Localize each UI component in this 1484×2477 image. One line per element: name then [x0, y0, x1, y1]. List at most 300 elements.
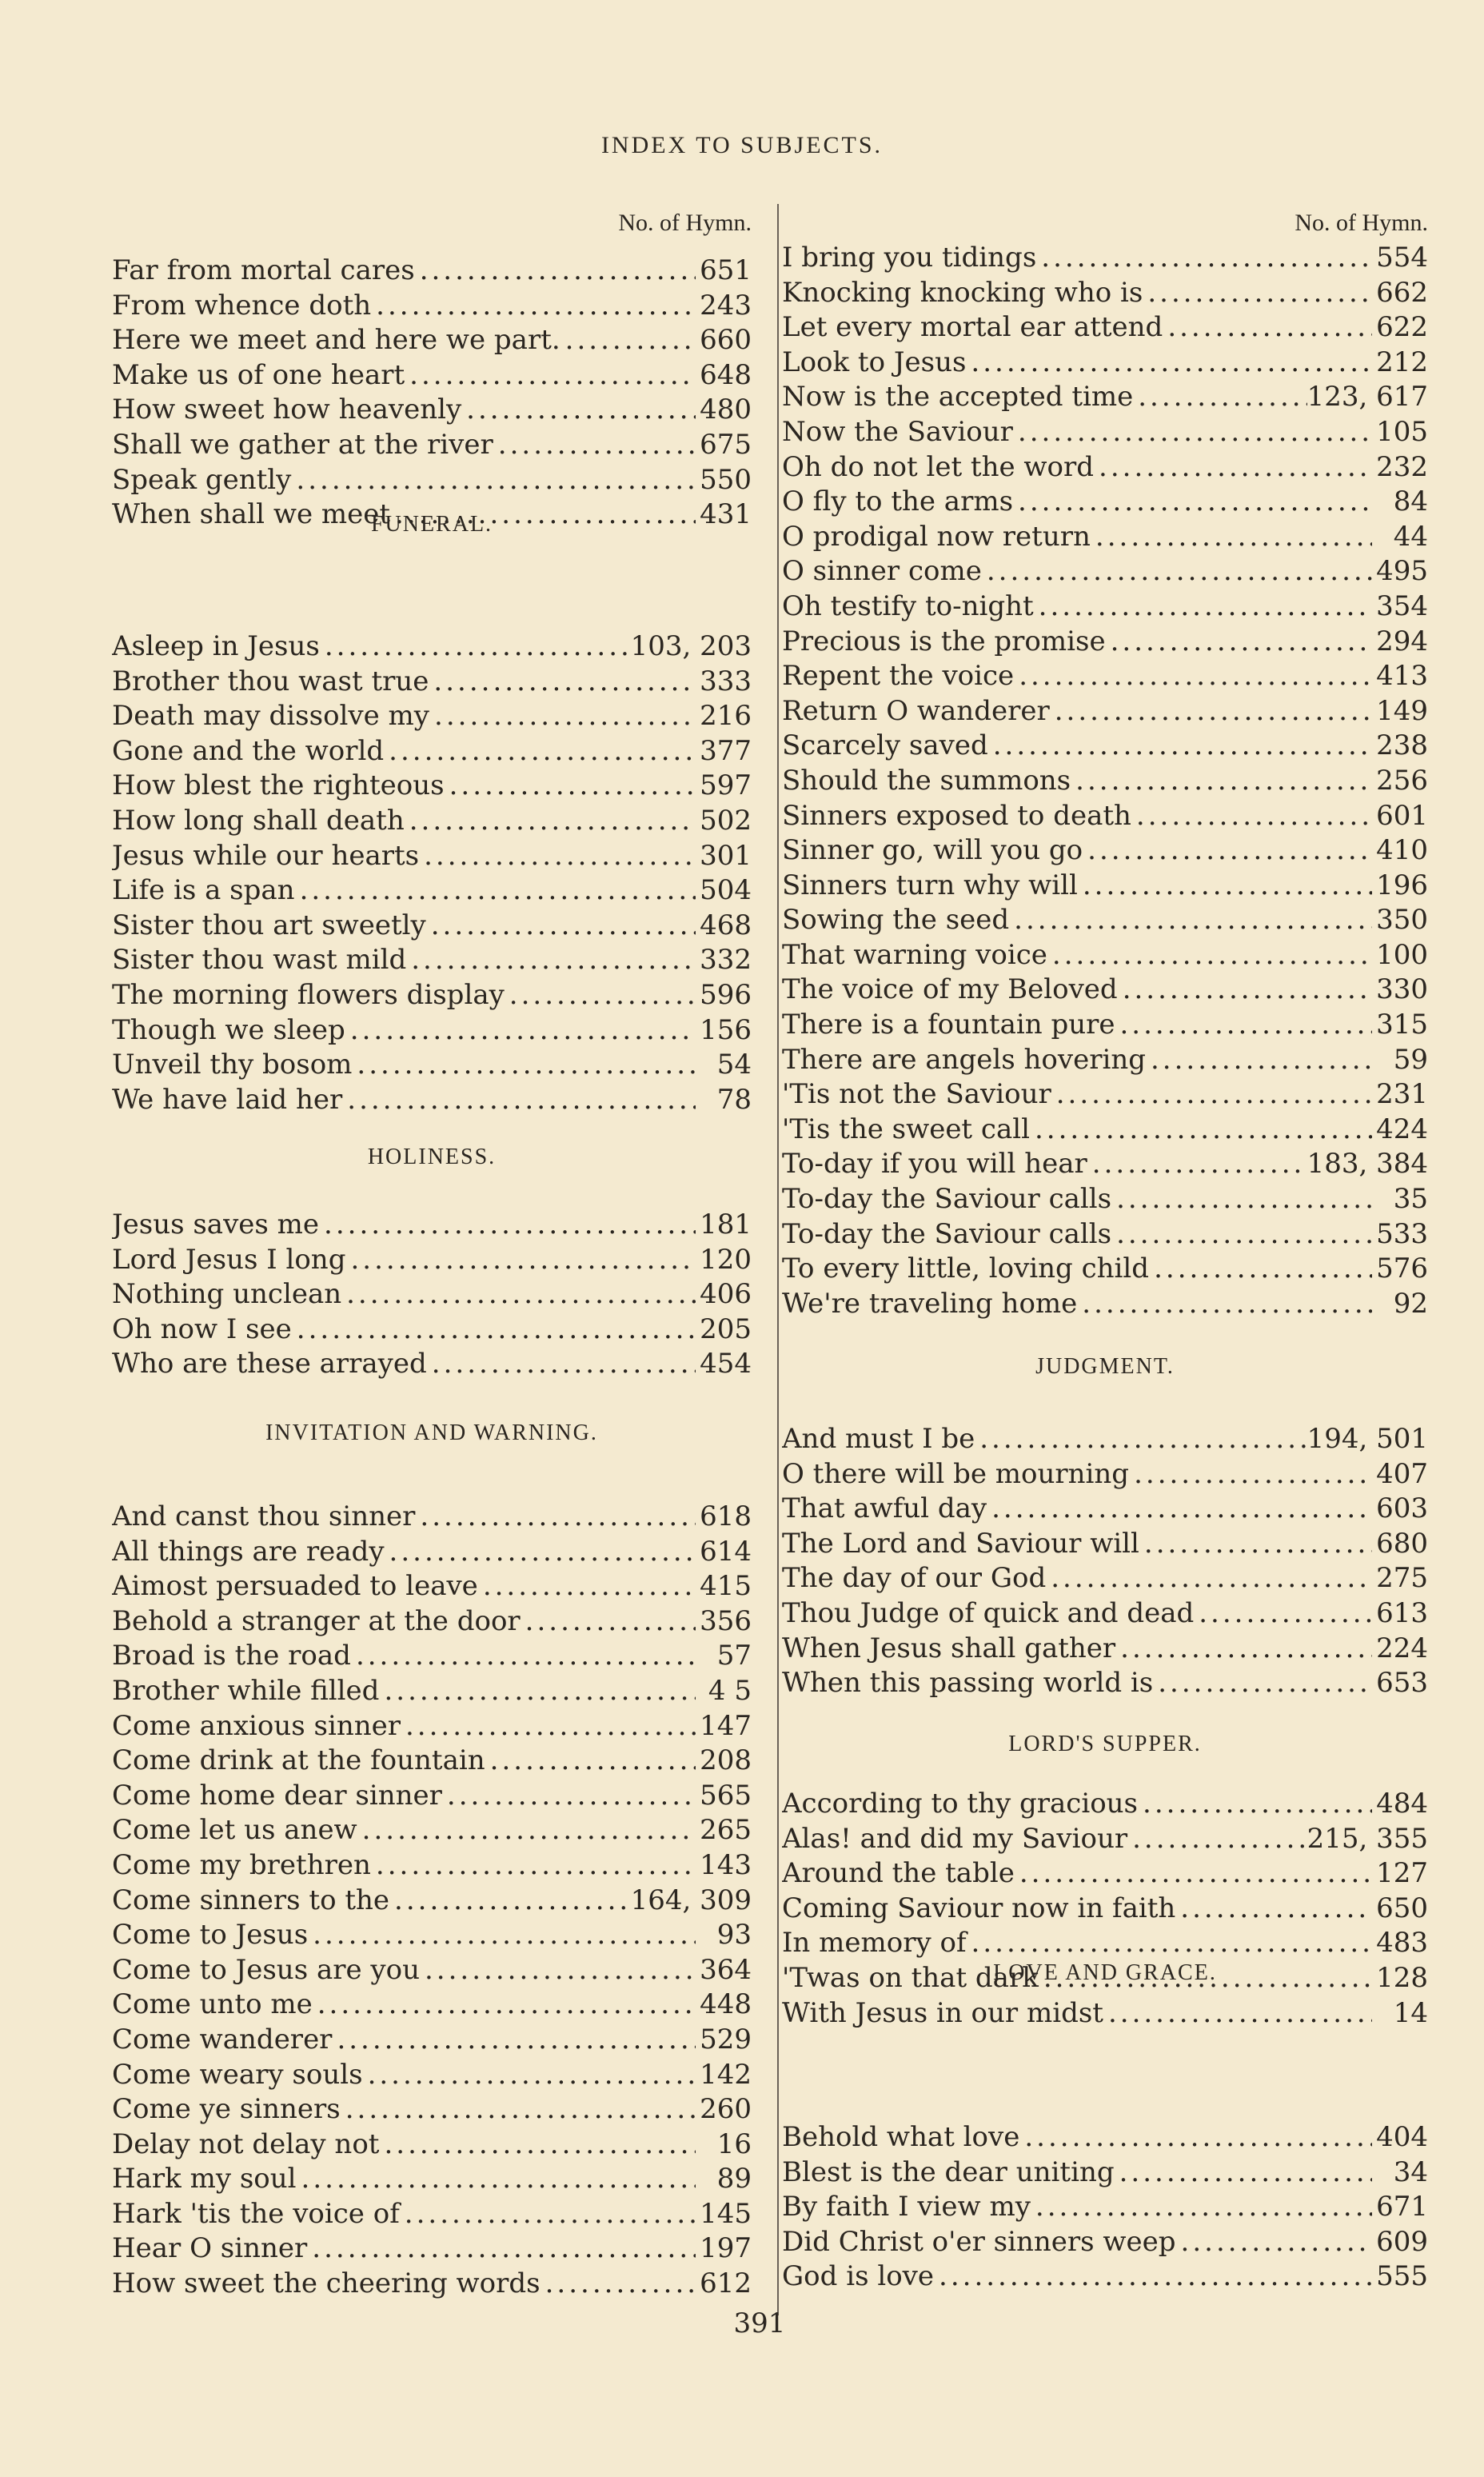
entry-title: I bring you tidings	[782, 242, 1037, 274]
section-heading: HOLINESS.	[367, 1145, 497, 1169]
index-entry	[112, 428, 752, 463]
entry-title: O prodigal now return	[782, 520, 1091, 553]
index-entry	[112, 463, 752, 498]
entry-title: We have laid her	[112, 1083, 343, 1116]
dot-leader	[429, 699, 696, 734]
dot-leader	[485, 1744, 696, 1779]
entry-title: Repent the voice	[782, 660, 1015, 693]
entry-title: How sweet how heavenly	[112, 394, 462, 426]
hymn-number: 224	[1376, 1632, 1428, 1664]
hymn-number: 495	[1376, 555, 1428, 588]
entry-title: Knocking knocking who is	[782, 276, 1143, 309]
hymn-number: 205	[700, 1312, 752, 1345]
index-entry	[782, 2155, 1428, 2191]
hymn-number: 128	[1376, 1961, 1428, 1994]
index-entry	[112, 734, 752, 769]
dot-leader	[371, 289, 696, 324]
dot-leader	[1133, 380, 1306, 415]
entry-title: Behold a stranger at the door	[112, 1604, 521, 1637]
index-entry	[782, 1632, 1428, 1667]
entry-title: Death may dissolve my	[112, 700, 430, 733]
section-heading: INVITATION AND WARNING.	[265, 1420, 598, 1445]
entry-title: Did Christ o'er sinners weep	[782, 2225, 1176, 2258]
index-entry	[112, 1013, 752, 1049]
entry-title: Scarcely saved	[782, 729, 988, 762]
hymn-number: 57	[716, 1640, 752, 1672]
index-entry	[112, 358, 752, 394]
index-entry	[112, 839, 752, 874]
entry-title: There are angels hovering	[782, 1043, 1146, 1076]
index-entry	[782, 1182, 1428, 1217]
entry-title: Shall we gather at the river	[112, 428, 493, 461]
entry-title: Nothing unclean	[112, 1278, 342, 1311]
index-entry	[112, 1639, 752, 1674]
index-entry	[112, 804, 752, 839]
dot-leader	[1176, 2225, 1372, 2260]
index-entry	[782, 1422, 1428, 1457]
index-entry	[782, 1287, 1428, 1322]
dot-leader	[493, 428, 696, 463]
entry-title: Hear O sinner	[112, 2232, 308, 2265]
index-entry	[112, 1208, 752, 1243]
index-entry	[112, 2092, 752, 2127]
hymn-number: 424	[1376, 1113, 1428, 1145]
entry-title: The Lord and Saviour will	[782, 1527, 1139, 1560]
index-entry	[782, 2225, 1428, 2260]
dot-leader	[415, 254, 696, 289]
dot-leader	[1078, 869, 1372, 904]
index-entry	[112, 2231, 752, 2267]
index-entry	[782, 1147, 1428, 1182]
index-entry	[782, 554, 1428, 589]
index-entry	[112, 289, 752, 324]
hymn-number: 480	[700, 394, 752, 426]
dot-leader	[420, 1953, 696, 1988]
index-entry	[112, 1918, 752, 1953]
hymn-number: 601	[1376, 799, 1428, 832]
entry-title: Come home dear sinner	[112, 1779, 442, 1812]
hymn-number: 59	[1393, 1043, 1428, 1076]
dot-leader	[1087, 1147, 1307, 1182]
index-entry	[782, 1822, 1428, 1857]
entry-title: When shall we meet	[112, 498, 391, 531]
hymn-number: 431	[700, 498, 752, 531]
entry-list	[782, 241, 1428, 1321]
dot-leader	[332, 2023, 696, 2058]
hymn-number: 356	[700, 1604, 752, 1637]
hymn-number: 413	[1376, 660, 1428, 693]
index-entry	[782, 764, 1428, 799]
dot-leader	[1118, 973, 1372, 1008]
entry-title: God is love	[782, 2260, 935, 2293]
dot-leader	[379, 2127, 696, 2163]
hymn-number: 603	[1376, 1492, 1428, 1525]
entry-list	[112, 254, 752, 533]
hymn-number: 404	[1376, 2121, 1428, 2153]
dot-leader	[1175, 1892, 1372, 1927]
hymn-number: 612	[700, 2267, 752, 2300]
dot-leader	[320, 629, 631, 665]
dot-leader	[445, 769, 696, 804]
column-header-left: No. of Hymn.	[618, 210, 752, 236]
hymn-number: 529	[700, 2023, 752, 2056]
index-entry	[112, 1083, 752, 1118]
entry-title: O there will be mourning	[782, 1457, 1130, 1490]
entry-title: When Jesus shall gather	[782, 1632, 1116, 1664]
dot-leader	[384, 734, 696, 769]
hymn-number: 142	[700, 2058, 752, 2091]
index-entry	[112, 1048, 752, 1083]
entry-title: In memory of	[782, 1927, 967, 1960]
entry-title: The day of our God	[782, 1562, 1047, 1595]
dot-leader	[541, 2267, 696, 2302]
entry-title: We're traveling home	[782, 1287, 1078, 1320]
entry-title: To-day the Saviour calls	[782, 1183, 1112, 1216]
index-entry	[112, 873, 752, 909]
dot-leader	[560, 323, 696, 358]
hymn-number: 215, 355	[1306, 1822, 1428, 1855]
dot-leader	[1031, 2190, 1372, 2225]
hymn-number: 502	[700, 804, 752, 837]
index-entry	[782, 276, 1428, 311]
entry-title: How long shall death	[112, 804, 405, 837]
dot-leader	[319, 1208, 696, 1243]
hymn-number: 648	[700, 358, 752, 391]
entry-title: Return O wanderer	[782, 694, 1050, 727]
dot-leader	[308, 1918, 696, 1953]
hymn-number: 315	[1376, 1009, 1428, 1041]
dot-leader	[371, 1848, 696, 1884]
dot-leader	[379, 1674, 696, 1709]
hymn-number: 123, 617	[1306, 381, 1428, 413]
hymn-number: 377	[700, 734, 752, 767]
dot-leader	[295, 873, 696, 909]
index-entry	[112, 1500, 752, 1535]
hymn-number: 145	[700, 2197, 752, 2230]
hymn-number: 143	[700, 1848, 752, 1881]
hymn-number: 596	[700, 978, 752, 1011]
entry-title: How blest the righteous	[112, 769, 445, 802]
hymn-number: 597	[700, 769, 752, 802]
hymn-number: 613	[1376, 1596, 1428, 1629]
index-entry	[782, 2259, 1428, 2295]
index-entry	[112, 629, 752, 665]
dot-leader	[975, 1422, 1306, 1457]
hymn-number: 147	[700, 1709, 752, 1742]
dot-leader	[341, 2092, 696, 2127]
entry-title: Asleep in Jesus	[112, 630, 320, 662]
hymn-number: 149	[1376, 694, 1428, 727]
index-entry	[782, 1787, 1428, 1822]
hymn-number: 16	[716, 2127, 752, 2160]
dot-leader	[934, 2259, 1372, 2295]
entry-title: That warning voice	[782, 938, 1047, 971]
entry-title: Aimost persuaded to leave	[112, 1570, 478, 1603]
hymn-number: 614	[700, 1535, 752, 1568]
hymn-number: 100	[1376, 938, 1428, 971]
dot-leader	[1051, 1077, 1372, 1113]
hymn-number: 92	[1393, 1287, 1428, 1320]
entry-title: Here we meet and here we part.	[112, 324, 560, 357]
section-heading: LORD'S SUPPER.	[1008, 1732, 1202, 1756]
hymn-number: 504	[700, 874, 752, 907]
hymn-number: 238	[1376, 729, 1428, 762]
entry-title: Oh testify to-night	[782, 589, 1034, 622]
entry-title: The voice of my Beloved	[782, 973, 1118, 1006]
index-entry	[112, 1709, 752, 1744]
index-entry	[112, 2127, 752, 2163]
entry-title: Now the Saviour	[782, 415, 1013, 448]
entry-title: When this passing world is	[782, 1667, 1154, 1700]
dot-leader	[1047, 938, 1372, 973]
hymn-number: 35	[1393, 1183, 1428, 1216]
entry-title: Alas! and did my Saviour	[782, 1822, 1128, 1855]
dot-leader	[426, 909, 696, 944]
hymn-number: 576	[1376, 1252, 1428, 1285]
entry-title: Behold what love	[782, 2121, 1020, 2153]
dot-leader	[1013, 485, 1372, 520]
hymn-number: 675	[700, 428, 752, 461]
hymn-number: 555	[1376, 2260, 1428, 2293]
dot-leader	[1083, 833, 1372, 869]
index-entry	[112, 665, 752, 700]
dot-leader	[966, 346, 1372, 381]
entry-title: Now is the accepted time	[782, 381, 1134, 413]
hymn-number: 156	[700, 1013, 752, 1046]
hymn-number: 468	[700, 909, 752, 941]
hymn-number: 533	[1376, 1217, 1428, 1250]
hymn-number: 454	[700, 1348, 752, 1380]
entry-title: Let every mortal ear attend	[782, 311, 1163, 344]
index-entry	[782, 799, 1428, 834]
entry-list	[782, 1787, 1428, 2031]
dot-leader	[341, 1277, 696, 1312]
dot-leader	[363, 2058, 696, 2093]
dot-leader	[1091, 520, 1372, 555]
index-entry	[782, 903, 1428, 938]
dot-leader	[987, 1492, 1372, 1527]
hymn-number: 660	[700, 324, 752, 357]
entry-title: Come ye sinners	[112, 2093, 341, 2126]
entry-title: Brother while filled	[112, 1674, 380, 1707]
page-title: INDEX TO SUBJECTS.	[600, 132, 884, 158]
index-entry	[782, 1043, 1428, 1078]
hymn-number: 84	[1393, 485, 1428, 518]
hymn-number: 565	[700, 1779, 752, 1812]
index-entry	[112, 2267, 752, 2302]
index-entry	[782, 1113, 1428, 1148]
entry-title: Come to Jesus are you	[112, 1953, 420, 1986]
index-entry	[112, 1744, 752, 1779]
hymn-number: 232	[1376, 450, 1428, 483]
dot-leader	[345, 1243, 696, 1278]
dot-leader	[400, 2197, 696, 2232]
hymn-number: 554	[1376, 242, 1428, 274]
dot-leader	[1115, 1632, 1372, 1667]
section-heading: LOVE AND GRACE.	[993, 1960, 1217, 1985]
dot-leader	[1009, 903, 1372, 938]
column-divider	[777, 204, 779, 2315]
entry-title: That awful day	[782, 1492, 987, 1525]
entry-list	[112, 1500, 752, 2302]
index-entry	[782, 1596, 1428, 1632]
dot-leader	[1127, 1822, 1307, 1857]
dot-leader	[1143, 276, 1372, 311]
dot-leader	[505, 978, 696, 1013]
index-entry	[112, 2197, 752, 2232]
index-entry	[112, 769, 752, 804]
entry-title: Sinners turn why will	[782, 869, 1078, 901]
dot-leader	[1139, 1527, 1372, 1562]
page-number: 391	[733, 2307, 786, 2339]
dot-leader	[1050, 694, 1372, 729]
index-entry	[782, 589, 1428, 625]
index-entry	[782, 1892, 1428, 1927]
entry-title: All things are ready	[112, 1535, 385, 1568]
entry-title: And must I be	[782, 1423, 975, 1455]
dot-leader	[419, 839, 696, 874]
dot-leader	[351, 1639, 696, 1674]
entry-title: Speak gently	[112, 463, 292, 496]
entry-title: To-day if you will hear	[782, 1148, 1087, 1181]
dot-leader	[389, 1884, 631, 1919]
index-entry	[112, 1535, 752, 1570]
dot-leader	[1194, 1596, 1372, 1632]
entry-title: Who are these arrayed	[112, 1348, 427, 1380]
dot-leader	[1103, 1996, 1372, 2032]
hymn-number: 164, 309	[630, 1884, 752, 1916]
index-entry	[112, 1988, 752, 2023]
entry-title: Come weary souls	[112, 2058, 363, 2091]
dot-leader	[1138, 1787, 1372, 1822]
entry-title: To every little, loving child	[782, 1252, 1150, 1285]
index-entry	[782, 1666, 1428, 1701]
hymn-number: 216	[700, 700, 752, 733]
dot-leader	[307, 2231, 696, 2267]
dot-leader	[1146, 1043, 1372, 1078]
dot-leader	[1094, 450, 1372, 485]
hymn-number: 350	[1376, 904, 1428, 937]
index-entry	[112, 1569, 752, 1604]
hymn-number: 208	[700, 1744, 752, 1777]
hymn-number: 415	[700, 1570, 752, 1603]
dot-leader	[292, 1312, 696, 1348]
index-entry	[782, 2190, 1428, 2225]
index-entry	[782, 1492, 1428, 1527]
hymn-number: 231	[1376, 1078, 1428, 1111]
entry-title: 'Twas on that dark	[782, 1961, 1039, 1994]
index-entry	[782, 694, 1428, 729]
hymn-number: 103, 203	[630, 630, 752, 662]
entry-title: Delay not delay not	[112, 2127, 380, 2160]
index-entry	[782, 415, 1428, 450]
dot-leader	[345, 1013, 696, 1049]
dot-leader	[405, 358, 696, 394]
index-entry	[112, 2023, 752, 2058]
dot-leader	[405, 804, 696, 839]
dot-leader	[297, 2162, 696, 2197]
hymn-number: 183, 384	[1306, 1148, 1428, 1181]
index-entry	[112, 909, 752, 944]
index-entry	[782, 485, 1428, 520]
dot-leader	[1153, 1666, 1372, 1701]
hymn-number: 243	[700, 289, 752, 322]
entry-title: Come let us anew	[112, 1814, 357, 1847]
hymn-number: 212	[1376, 346, 1428, 378]
entry-title: From whence doth	[112, 289, 372, 322]
entry-title: Life is a span	[112, 874, 295, 907]
hymn-number: 265	[700, 1814, 752, 1847]
hymn-number: 89	[716, 2163, 752, 2195]
index-entry	[782, 2120, 1428, 2155]
entry-title: Make us of one heart	[112, 358, 405, 391]
hymn-number: 609	[1376, 2225, 1428, 2258]
dot-leader	[1046, 1561, 1372, 1596]
index-entry	[112, 1779, 752, 1814]
hymn-number: 196	[1376, 869, 1428, 901]
entry-title: Precious is the promise	[782, 625, 1106, 657]
entry-title: Hark my soul	[112, 2163, 297, 2195]
dot-leader	[478, 1569, 696, 1604]
index-entry	[782, 520, 1428, 555]
hymn-number: 671	[1376, 2191, 1428, 2223]
entry-title: Come wanderer	[112, 2023, 333, 2056]
index-entry	[112, 943, 752, 978]
dot-leader	[427, 1347, 696, 1382]
dot-leader	[1111, 1217, 1372, 1252]
index-entry	[782, 1527, 1428, 1562]
index-entry	[782, 659, 1428, 694]
index-entry	[112, 699, 752, 734]
entry-title: Come unto me	[112, 1988, 313, 2021]
entry-title: Lord Jesus I long	[112, 1243, 346, 1276]
index-entry	[782, 1217, 1428, 1252]
hymn-number: 54	[716, 1049, 752, 1081]
entry-title: To-day the Saviour calls	[782, 1217, 1112, 1250]
index-entry	[782, 310, 1428, 346]
dot-leader	[1115, 1008, 1372, 1043]
dot-leader	[1129, 1457, 1372, 1492]
index-entry	[112, 1884, 752, 1919]
entry-title: Broad is the road	[112, 1640, 351, 1672]
dot-leader	[352, 1048, 696, 1083]
index-entry	[782, 1457, 1428, 1492]
entry-title: Sowing the seed	[782, 904, 1010, 937]
entry-title: Come drink at the fountain	[112, 1744, 485, 1777]
entry-title: How sweet the cheering words	[112, 2267, 541, 2300]
dot-leader	[429, 665, 696, 700]
hymn-number: 127	[1376, 1857, 1428, 1890]
hymn-number: 4 5	[708, 1674, 752, 1707]
entry-list	[112, 1208, 752, 1382]
index-entry	[112, 1604, 752, 1640]
entry-title: Brother thou wast true	[112, 665, 429, 697]
entry-title: Around the table	[782, 1857, 1015, 1890]
hymn-number: 410	[1376, 834, 1428, 867]
entry-title: Far from mortal cares	[112, 254, 415, 286]
index-entry	[112, 2162, 752, 2197]
hymn-number: 194, 501	[1306, 1423, 1428, 1455]
hymn-number: 256	[1376, 764, 1428, 797]
dot-leader	[1106, 625, 1372, 660]
entry-title: Thou Judge of quick and dead	[782, 1596, 1195, 1629]
index-entry	[112, 1243, 752, 1278]
index-entry	[782, 1996, 1428, 2032]
hymn-number: 260	[700, 2093, 752, 2126]
entry-title: Sister thou art sweetly	[112, 909, 426, 941]
index-entry	[112, 1277, 752, 1312]
hymn-number: 333	[700, 665, 752, 697]
